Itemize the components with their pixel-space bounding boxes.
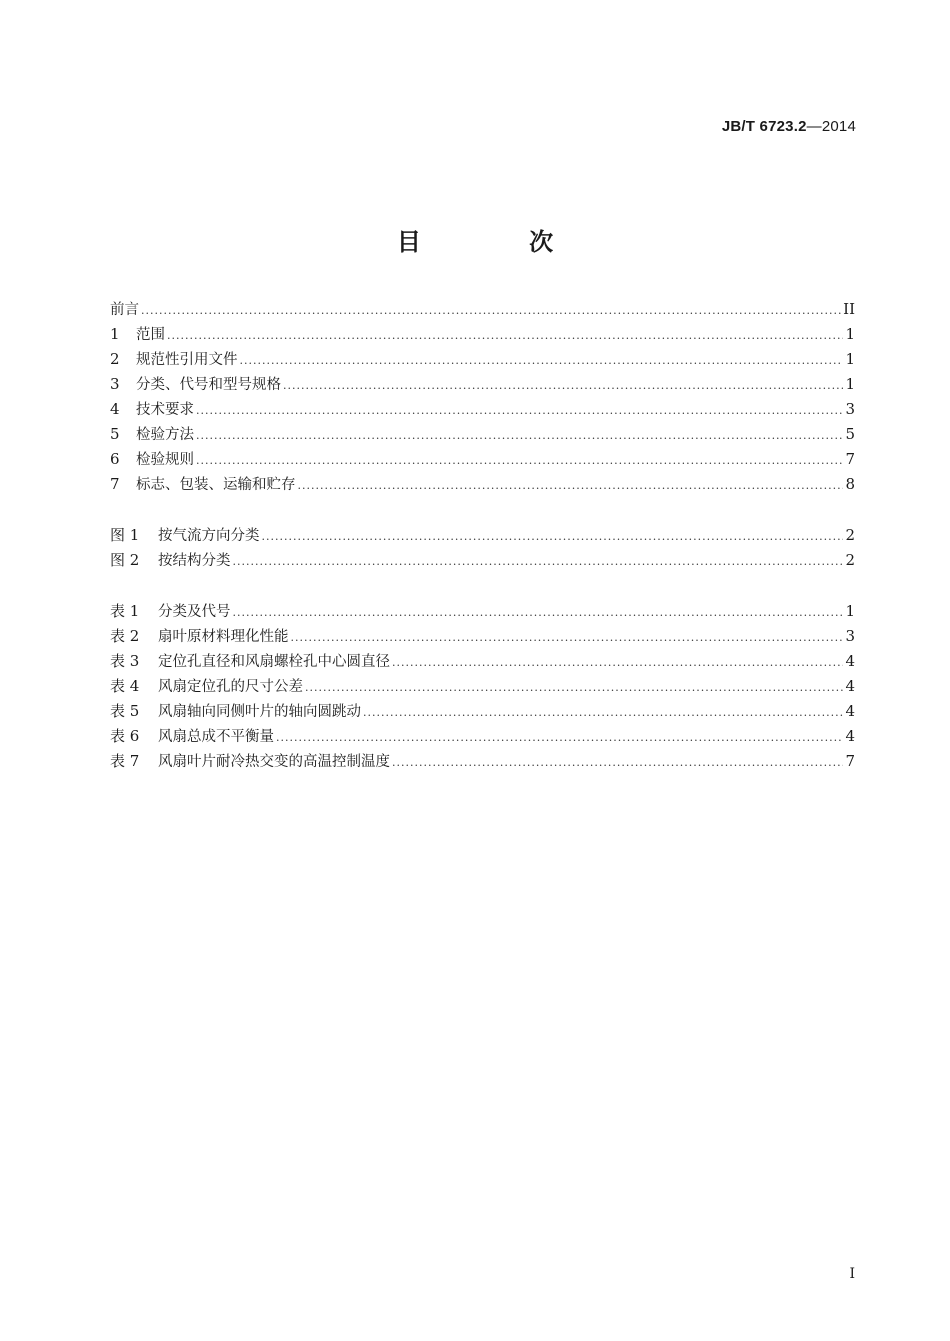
- toc-entry-number: 表 7: [110, 752, 140, 770]
- toc-entry-page: 4: [845, 727, 855, 745]
- toc-entry-number: 图 2: [110, 551, 140, 569]
- toc-table-entry[interactable]: [110, 699, 855, 724]
- toc-entry[interactable]: [110, 422, 855, 447]
- toc-entry-label: 风扇定位孔的尺寸公差: [158, 679, 303, 695]
- toc-table-entry[interactable]: [110, 599, 855, 624]
- dot-leader: [196, 398, 843, 423]
- dot-leader: [196, 448, 843, 473]
- toc-entry-number: 图 1: [110, 526, 140, 544]
- dot-leader: [240, 348, 844, 373]
- toc-entry-label: 按气流方向分类: [158, 528, 260, 544]
- toc-entry-page: 5: [845, 425, 855, 443]
- toc-entry-number: 表 6: [110, 727, 140, 745]
- dot-leader: [167, 323, 843, 348]
- standard-year: —2014: [806, 118, 856, 135]
- toc-entry-number: 4: [110, 400, 120, 418]
- toc-table-entry[interactable]: [110, 649, 855, 674]
- dot-leader: [283, 373, 843, 398]
- toc-entry[interactable]: [110, 322, 855, 347]
- toc-entry-page: 4: [845, 652, 855, 670]
- toc-entry-label: 检验方法: [136, 427, 194, 443]
- toc-entry-number: 表 5: [110, 702, 140, 720]
- toc-entry-page: II: [843, 300, 855, 318]
- toc-entry-page: 1: [845, 375, 855, 393]
- toc-entry[interactable]: [110, 372, 855, 397]
- toc-entry-number: 1: [110, 325, 120, 343]
- toc-entry-page: 4: [845, 702, 855, 720]
- toc-entry-label: 分类、代号和型号规格: [136, 377, 281, 393]
- toc-entry-label: 风扇叶片耐冷热交变的高温控制温度: [158, 754, 390, 770]
- toc-table-entry[interactable]: [110, 674, 855, 699]
- page-title: 目 次: [396, 228, 604, 256]
- dot-leader: [392, 650, 843, 675]
- toc-table-entry[interactable]: [110, 624, 855, 649]
- toc-figure-entry[interactable]: [110, 548, 855, 573]
- toc-entry-number: 表 2: [110, 627, 140, 645]
- dot-leader: [233, 549, 844, 574]
- toc-entry-label: 技术要求: [136, 402, 194, 418]
- toc-entry-number: 表 4: [110, 677, 140, 695]
- toc-entry-number: 3: [110, 375, 120, 393]
- toc-entry-label: 分类及代号: [158, 604, 231, 620]
- toc-entry[interactable]: [110, 447, 855, 472]
- dot-leader: [298, 473, 844, 498]
- toc-entry-label: 范围: [136, 327, 165, 343]
- toc-entry-label: 定位孔直径和风扇螺栓孔中心圆直径: [158, 654, 390, 670]
- toc-entry-label: 风扇总成不平衡量: [158, 729, 274, 745]
- toc-entry-page: 4: [845, 677, 855, 695]
- toc-entry[interactable]: [110, 397, 855, 422]
- toc-entry-label: 风扇轴向同侧叶片的轴向圆跳动: [158, 704, 361, 720]
- dot-leader: [305, 675, 843, 700]
- toc-entry-label: 按结构分类: [158, 553, 231, 569]
- toc-entry-page: 2: [845, 526, 855, 544]
- toc-entry-page: 7: [845, 450, 855, 468]
- toc-entry-page: 1: [845, 350, 855, 368]
- toc-entry[interactable]: [110, 472, 855, 497]
- standard-number: JB/T 6723.2: [721, 118, 807, 135]
- toc-figure-entry[interactable]: [110, 523, 855, 548]
- dot-leader: [141, 298, 841, 323]
- toc-tables: [110, 599, 855, 774]
- dot-leader: [276, 725, 843, 750]
- toc-entry-number: 2: [110, 350, 120, 368]
- dot-leader: [262, 524, 844, 549]
- toc-entry-preface[interactable]: [110, 297, 855, 322]
- toc-table-entry[interactable]: [110, 749, 855, 774]
- toc-entry-label: 规范性引用文件: [136, 352, 238, 368]
- toc-entry-number: 6: [110, 450, 120, 468]
- dot-leader: [363, 700, 843, 725]
- toc-entry-page: 7: [845, 752, 855, 770]
- dot-leader: [392, 750, 843, 775]
- toc-sections: [110, 297, 855, 497]
- toc-entry-page: 1: [845, 325, 855, 343]
- toc-entry-page: 3: [845, 627, 855, 645]
- footer-page-number: I: [849, 1266, 855, 1282]
- toc-entry-label: 检验规则: [136, 452, 194, 468]
- toc-entry[interactable]: [110, 347, 855, 372]
- toc-entry-number: 5: [110, 425, 120, 443]
- toc-entry-number: 表 1: [110, 602, 140, 620]
- toc-entry-page: 3: [845, 400, 855, 418]
- toc-entry-label: 扇叶原材料理化性能: [158, 629, 289, 645]
- dot-leader: [196, 423, 843, 448]
- toc-entry-page: 8: [845, 475, 855, 493]
- toc-entry-label: 前言: [110, 302, 139, 318]
- toc-entry-page: 2: [845, 551, 855, 569]
- toc-entry-label: 标志、包装、运输和贮存: [136, 477, 296, 493]
- standard-code: [722, 118, 856, 135]
- dot-leader: [233, 600, 844, 625]
- toc-entry-number: 7: [110, 475, 120, 493]
- dot-leader: [291, 625, 844, 650]
- toc-entry-number: 表 3: [110, 652, 140, 670]
- toc-entry-page: 1: [845, 602, 855, 620]
- toc-table-entry[interactable]: [110, 724, 855, 749]
- toc-figures: [110, 523, 855, 573]
